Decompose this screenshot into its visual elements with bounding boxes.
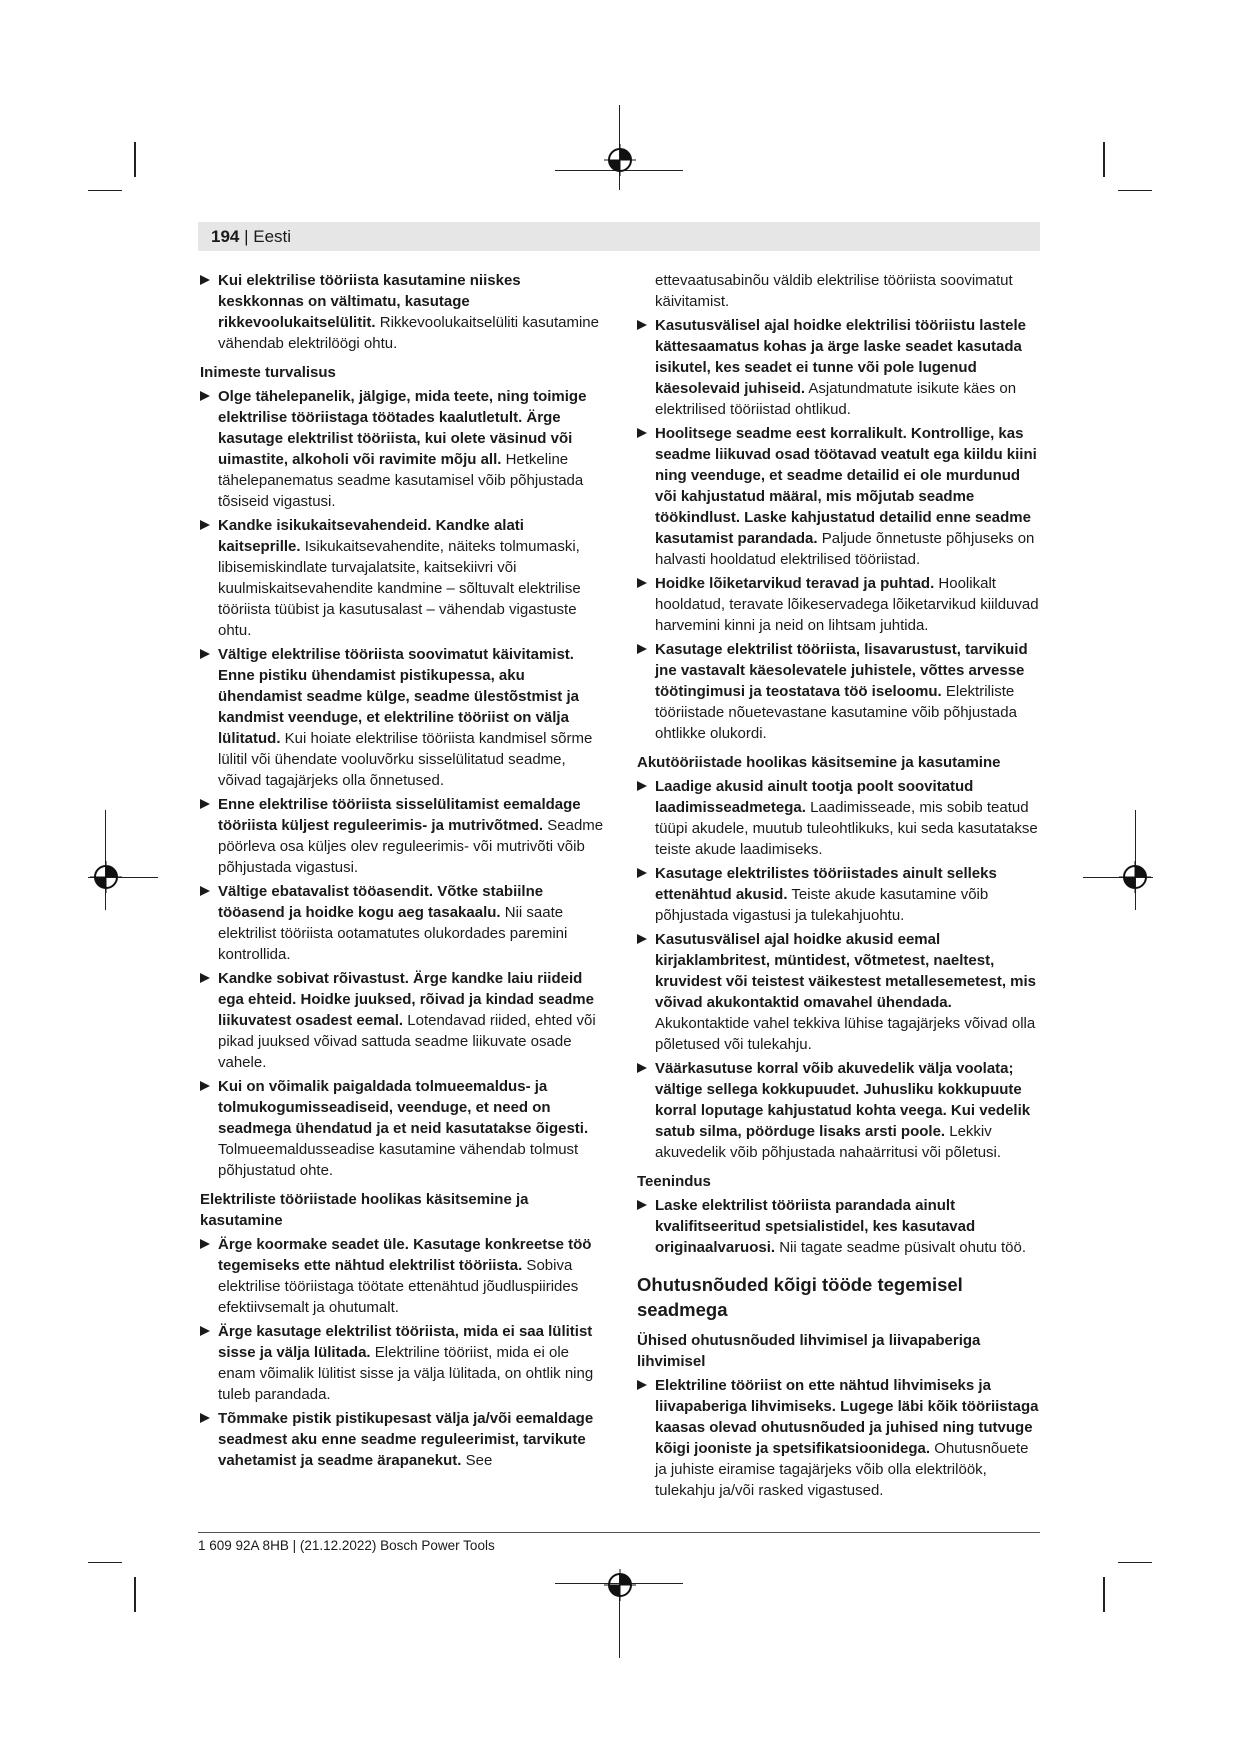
bullet-bold-text: Laadige akusid ainult tootja poolt soovitatud laadimisseadmetega. xyxy=(655,778,974,816)
bullet-item xyxy=(637,776,1042,860)
bullet-text: Elektriline tööriist, mida ei ole enam võimalik lülitist sisse ja välja lülitada, on ohtlik ning tuleb parandada. xyxy=(218,1344,594,1403)
bullet-bold-text: Kandke sobivat rõivastust. Ärge kandke laiu riideid ega ehteid. Hoidke juuksed, rõivad ja kindad seadme liikuvatest osadest eemal. xyxy=(218,970,594,1029)
bullet-bold-text: Enne elektrilise tööriista sisselülitamist eemaldage tööriista küljest reguleerimis- ja mutrivõtmed. xyxy=(218,796,581,834)
bullet-bold-text: Ärge koormake seadet üle. Kasutage konkreetse töö tegemiseks ette nähtud elektrilist tööriista. xyxy=(218,1236,592,1274)
bullet-triangle-icon xyxy=(637,1063,647,1073)
registration-target-icon xyxy=(1115,857,1155,897)
page-header-bar xyxy=(198,222,1040,251)
bullet-item xyxy=(200,968,605,1073)
bullet-triangle-icon xyxy=(200,649,210,659)
bullet-triangle-icon xyxy=(637,1200,647,1210)
header-language: Eesti xyxy=(253,227,292,246)
bullet-triangle-icon xyxy=(637,644,647,654)
bullet-item xyxy=(200,644,605,791)
crop-mark xyxy=(88,190,122,191)
bullet-bold-text: Kandke isikukaitsevahendeid. Kandke alati kaitseprille. xyxy=(218,517,524,555)
header-separator: | xyxy=(244,227,249,246)
bullet-item xyxy=(637,423,1042,570)
crop-mark xyxy=(134,1577,136,1612)
bullet-text: Tolmueemaldusseadise kasutamine vähendab tolmust põhjustatud ohte. xyxy=(218,1141,579,1179)
bullet-triangle-icon xyxy=(200,886,210,896)
bullet-text: Lekkiv akuvedelik võib põhjustada nahaärritusi või põletusi. xyxy=(655,1123,1002,1161)
bullet-text: Paljude õnnetuste põhjuseks on halvasti hooldatud elektrilised tööriistad. xyxy=(655,530,1035,568)
bullet-item xyxy=(637,639,1042,744)
bullet-triangle-icon xyxy=(637,578,647,588)
bullet-triangle-icon xyxy=(637,868,647,878)
bullet-text: Asjatundmatute isikute käes on elektrilised tööriistad ohtlikud. xyxy=(655,380,1017,418)
bullet-bold-text: Hoidke lõiketarvikud teravad ja puhtad. xyxy=(655,575,935,592)
bullet-triangle-icon xyxy=(200,520,210,530)
subheading: Elektriliste tööriistade hoolikas käsitsemine ja kasutamine xyxy=(200,1191,529,1229)
bullet-triangle-icon xyxy=(637,1380,647,1390)
bullet-triangle-icon xyxy=(200,275,210,285)
bullet-triangle-icon xyxy=(200,799,210,809)
bullet-bold-text: Kasutage elektrilistes tööriistades ainult selleks ettenähtud akusid. xyxy=(655,865,997,903)
subheading: Teenindus xyxy=(637,1173,711,1190)
bullet-text: See xyxy=(461,1452,493,1469)
bullet-bold-text: Kui on võimalik paigaldada tolmueemaldus- ja tolmukogumisseadiseid, veenduge, et need on seadmega ühendatud ja et neid kasutatakse õigesti. xyxy=(218,1078,589,1137)
bullet-item xyxy=(200,1321,605,1405)
subheading: Ühised ohutusnõuded lihvimisel ja liivapaberiga lihvimisel xyxy=(637,1332,981,1370)
crop-mark xyxy=(134,142,136,177)
bullet-item xyxy=(200,515,605,641)
bullet-bold-text: Kasutusvälisel ajal hoidke akusid eemal kirjaklambritest, müntidest, võtmetest, naeltest, kruvidest või teistest väikestest metallesemetest, mis võivad akukontaktid omavahel ühendada. xyxy=(655,931,1037,1011)
section-heading: Ohutusnõuded kõigi tööde tegemisel seadmega xyxy=(637,1274,963,1320)
bullet-triangle-icon xyxy=(637,428,647,438)
crop-mark xyxy=(1118,1562,1152,1563)
bullet-text: Seadme pöörleva osa küljes olev reguleerimis- või mutrivõti võib põhjustada vigastusi. xyxy=(218,817,604,876)
bullet-text: Ohutusnõuete ja juhiste eiramise tagajärjeks võib olla elektrilöök, tulekahju ja/või rasked vigastused. xyxy=(655,1440,1029,1499)
left-column xyxy=(200,270,605,1474)
crop-mark xyxy=(1103,1577,1105,1612)
bullet-item xyxy=(200,386,605,512)
bullet-triangle-icon xyxy=(200,973,210,983)
crop-mark xyxy=(88,1562,122,1563)
bullet-item xyxy=(200,1076,605,1181)
bullet-bold-text: Hoolitsege seadme eest korralikult. Kontrollige, kas seadme liikuvad osad töötavad veatult ega kiildu kiini ning veenduge, et seadme detailid ei ole murdunud või kahjustatud määral, mis mõjutab seadme töökindlust. Laske kahjustatud detailid enne seadme kasutamist parandada. xyxy=(655,425,1037,547)
page-number: 194 xyxy=(211,227,240,246)
footer-rule xyxy=(198,1532,1040,1533)
bullet-item xyxy=(637,929,1042,1055)
bullet-item xyxy=(637,315,1042,420)
subheading: Inimeste turvalisus xyxy=(200,364,336,381)
bullet-bold-text: Kasutusvälisel ajal hoidke elektrilisi tööriistu lastele kättesaamatus kohas ja ärge laske seadet kasutada isikutel, kes seadet ei tunne või pole lugenud käesolevaid juhiseid. xyxy=(655,317,1026,397)
continued-text: ettevaatusabinõu väldib elektrilise tööriista soovimatut käivitamist. xyxy=(655,272,1013,310)
crop-mark xyxy=(1118,190,1152,191)
bullet-text: Kui hoiate elektrilise tööriista kandmisel sõrme lülitil või ühendate vooluvõrku sisselülitatud seadme, võivad tagajärjeks olla õnnetused. xyxy=(218,730,593,789)
bullet-item xyxy=(200,881,605,965)
bullet-triangle-icon xyxy=(637,320,647,330)
bullet-triangle-icon xyxy=(637,934,647,944)
bullet-item xyxy=(200,794,605,878)
bullet-item xyxy=(637,1058,1042,1163)
bullet-triangle-icon xyxy=(200,1239,210,1249)
bullet-triangle-icon xyxy=(200,1326,210,1336)
bullet-bold-text: Kui elektrilise tööriista kasutamine niiskes keskkonnas on vältimatu, kasutage rikkevoolukaitselülitit. xyxy=(218,272,521,331)
bullet-item xyxy=(637,863,1042,926)
page-header xyxy=(211,226,291,248)
bullet-triangle-icon xyxy=(637,781,647,791)
bullet-bold-text: Vältige elektrilise tööriista soovimatut käivitamist. Enne pistiku ühendamist pistikupessa, aku ühendamist seadme külge, seadme ülestõstmist ja kandmist veenduge, et elektriline tööriist on välja lülitatud. xyxy=(218,646,579,747)
crop-mark xyxy=(1103,142,1105,177)
bullet-text: Lotendavad riided, ehted või pikad juuksed võivad sattuda seadme liikuvate osade vahele. xyxy=(218,1012,596,1071)
bullet-text: Akukontaktide vahel tekkiva lühise tagajärjeks võivad olla põletused või tulekahju. xyxy=(655,1015,1036,1053)
bullet-text: Elektriliste tööriistade nõuetevastane kasutamine võib põhjustada ohtlikke olukordi. xyxy=(655,683,1017,742)
bullet-item xyxy=(200,270,605,354)
registration-target-icon xyxy=(600,140,640,180)
bullet-item xyxy=(637,573,1042,636)
bullet-text: Sobiva elektrilise tööriistaga töötate ettenähtud jõudluspiirides efektiivsemalt ja ohutumalt. xyxy=(218,1257,579,1316)
bullet-item xyxy=(200,1234,605,1318)
bullet-triangle-icon xyxy=(200,391,210,401)
bullet-bold-text: Tõmmake pistik pistikupesast välja ja/või eemaldage seadmest aku enne seadme reguleerimist, tarvikute vahetamist ja seadme ärapanekut. xyxy=(218,1410,594,1469)
bullet-bold-text: Laske elektrilist tööriista parandada ainult kvalifitseeritud spetsialistidel, kes kasutavad originaalvaruosi. xyxy=(655,1197,976,1256)
bullet-text: Nii saate elektrilist tööriista ootamatutes olukordades paremini kontrollida. xyxy=(218,904,568,963)
bullet-text: Teiste akude kasutamine võib põhjustada vigastusi ja tulekahjuohtu. xyxy=(655,886,989,924)
registration-target-icon xyxy=(86,857,126,897)
bullet-bold-text: Elektriline tööriist on ette nähtud lihvimiseks ja liivapaberiga lihvimiseks. Lugege läbi kõik tööriistaga kaasas olevad ohutusnõuded ja juhised ning tutvuge kõigi jooniste ja spetsifikatsioonidega. xyxy=(655,1377,1039,1457)
bullet-triangle-icon xyxy=(200,1413,210,1423)
bullet-item xyxy=(637,1375,1042,1501)
bullet-item xyxy=(637,1195,1042,1258)
bullet-bold-text: Olge tähelepanelik, jälgige, mida teete, ning toimige elektrilise tööriistaga töötades kaalutletult. Ärge kasutage elektrilist tööriista, kui olete väsinud või uimastite, alkoholi või ravimite mõju all. xyxy=(218,388,587,468)
right-column xyxy=(637,270,1042,1504)
registration-target-icon xyxy=(600,1565,640,1605)
bullet-text: Rikkevoolukaitselüliti kasutamine vähendab elektrilöögi ohtu. xyxy=(218,314,599,352)
bullet-text: Hetkeline tähelepanematus seadme kasutamisel võib põhjustada tõsiseid vigastusi. xyxy=(218,451,584,510)
bullet-bold-text: Ärge kasutage elektrilist tööriista, mida ei saa lülitist sisse ja välja lülitada. xyxy=(218,1323,593,1361)
bullet-text: Nii tagate seadme püsivalt ohutu töö. xyxy=(775,1239,1027,1256)
bullet-text: Isikukaitsevahendite, näiteks tolmumaski, libisemiskindlate turvajalatsite, kaitsekiivri või kuulmiskaitsevahendite kandmine – sõltuvalt elektrilise tööriista tüübist ja kasutusalast – vähendab vigastuste ohtu. xyxy=(218,538,581,639)
bullet-item xyxy=(200,1408,605,1471)
bullet-bold-text: Väärkasutuse korral võib akuvedelik välja voolata; vältige sellega kokkupuudet. Juhusliku kokkupuute korral loputage kahjustatud kohta veega. Kui vedelik satub silma, pöörduge lisaks arsti poole. xyxy=(655,1060,1031,1140)
bullet-triangle-icon xyxy=(200,1081,210,1091)
bullet-bold-text: Kasutage elektrilist tööriista, lisavarustust, tarvikuid jne vastavalt käesolevatele juhistele, võttes arvesse töötingimusi ja teostatava töö iseloomu. xyxy=(655,641,1028,700)
bullet-text: Hoolikalt hooldatud, teravate lõikeservadega lõiketarvikud kiilduvad harvemini kinni ja neid on lihtsam juhtida. xyxy=(655,575,1039,634)
page-footer: 1 609 92A 8HB | (21.12.2022) Bosch Power Tools xyxy=(198,1538,495,1553)
bullet-bold-text: Vältige ebatavalist tööasendit. Võtke stabiilne tööasend ja hoidke kogu aeg tasakaalu. xyxy=(218,883,544,921)
bullet-text: Laadimisseade, mis sobib teatud tüüpi akudele, muutub tuleohtlikuks, kui seda kasutatakse teiste akude laadimiseks. xyxy=(655,799,1038,858)
subheading: Akutööriistade hoolikas käsitsemine ja kasutamine xyxy=(637,754,1001,771)
